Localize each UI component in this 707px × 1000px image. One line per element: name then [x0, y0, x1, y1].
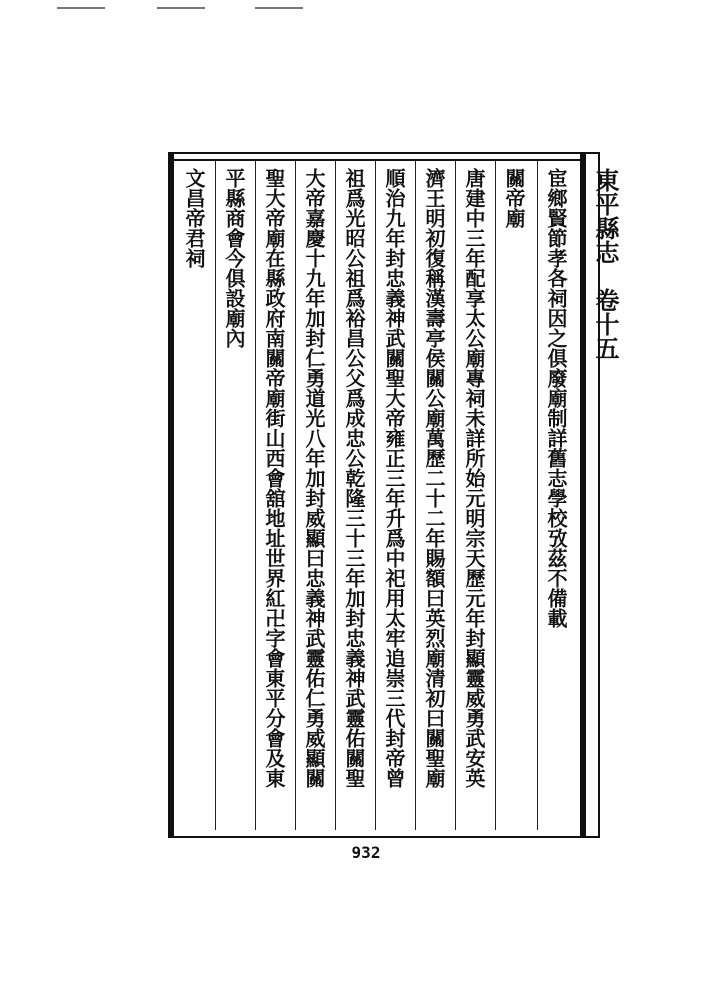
text-column-5: 順治九年封忠義神武關聖大帝雍正三年升爲中祀用太牢追崇三代封帝曾: [382, 168, 406, 788]
text-column-8: 聖大帝廟在縣政府南關帝廟街山西會舘地址世界紅卍字會東平分會及東: [262, 168, 286, 788]
column-separator: [255, 160, 256, 830]
column-separator: [537, 160, 538, 830]
spine-title: 東平縣志 卷十五: [591, 168, 620, 360]
text-column-1: 宦鄉賢節孝各祠因之俱廢廟制詳舊志學校攷茲不備載: [544, 168, 568, 628]
page-number: 932: [351, 843, 381, 862]
text-column-7: 大帝嘉慶十九年加封仁勇道光八年加封威顯曰忠義神武靈佑仁勇威顯關: [302, 168, 326, 788]
text-column-3: 唐建中三年配享太公廟專祠未詳所始元明宗天歷元年封顯靈威勇武安英: [462, 168, 486, 788]
column-separator: [455, 160, 456, 830]
frame-left-bar: [170, 154, 174, 836]
column-separator: [375, 160, 376, 830]
text-column-4: 濟王明初復稱漢壽亭侯關公廟萬歷二十二年賜額曰英烈廟清初曰關聖廟: [422, 168, 446, 788]
column-separator: [295, 160, 296, 830]
column-separator: [415, 160, 416, 830]
column-separator: [215, 160, 216, 830]
top-rule-3: [255, 7, 303, 9]
section-heading-guandi-temple: 關帝廟: [502, 168, 526, 228]
text-column-9: 平縣商會今俱設廟內: [222, 168, 246, 348]
text-column-6: 祖爲光昭公祖爲裕昌公父爲成忠公乾隆三十三年加封忠義神武靈佑關聖: [342, 168, 366, 788]
column-separator: [495, 160, 496, 830]
frame-right-bar: [580, 154, 586, 836]
top-rule-1: [57, 7, 105, 9]
section-heading-wenchang-shrine: 文昌帝君祠: [182, 168, 206, 268]
column-separator: [335, 160, 336, 830]
top-rule-2: [157, 7, 205, 9]
